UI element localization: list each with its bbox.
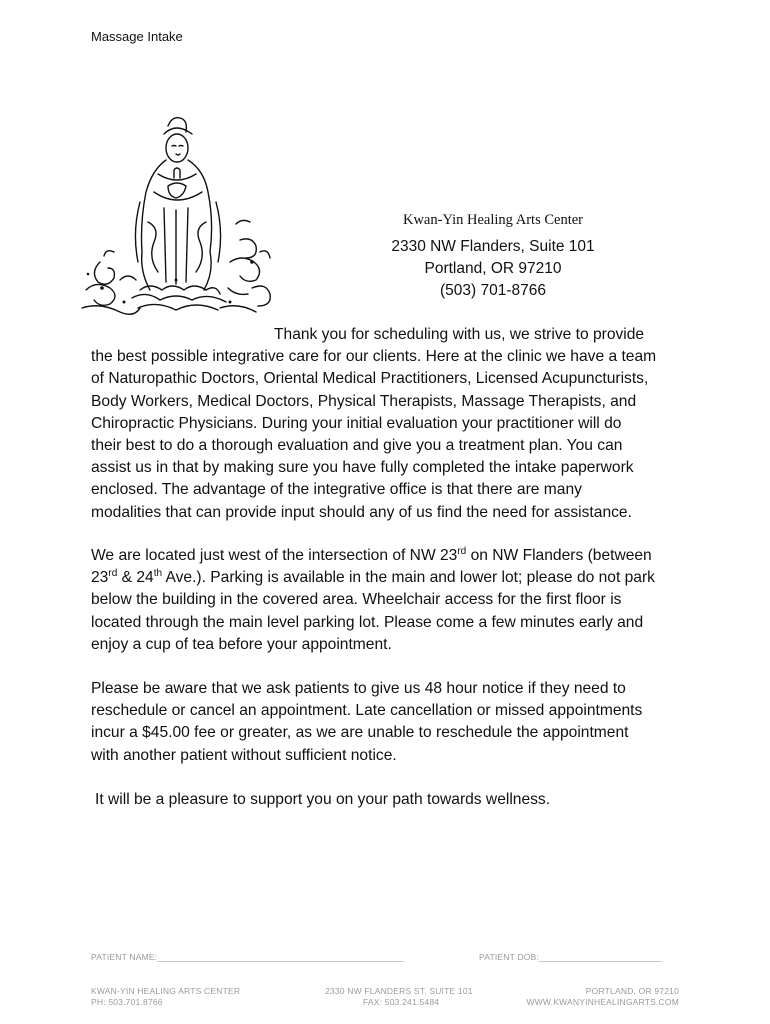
paragraph-line: of Naturopathic Doctors, Oriental Medical Practitioners, Licensed Acupuncturists, [91, 370, 649, 388]
paragraph-line: enclosed. The advantage of the integrative office is that there are many [91, 481, 582, 499]
footer-city: PORTLAND, OR 97210 [585, 986, 679, 996]
clinic-name: Kwan-Yin Healing Arts Center [402, 212, 583, 228]
paragraph-line: Thank you for scheduling with us, we strive to provide [274, 326, 645, 343]
kwan-yin-figure-illustration [80, 112, 275, 324]
closing-paragraph [95, 789, 695, 811]
paragraph-line: Body Workers, Medical Doctors, Physical Therapists, Massage Therapists, and [91, 392, 637, 410]
paragraph-line: below the building in the covered area. Wheelchair access for the first floor is [91, 591, 622, 609]
paragraph-line: assist us in that by making sure you have fully completed the intake paperwork [91, 459, 634, 477]
paragraph-line: with another patient without sufficient notice. [91, 746, 397, 764]
paragraph-line: located through the main level parking lot. Please come a few minutes early and [91, 613, 644, 631]
clinic-address-street: 2330 NW Flanders, Suite 101 [391, 238, 595, 255]
patient-name-field[interactable]: PATIENT NAME:__________________________________________________ [91, 952, 404, 962]
footer-website[interactable]: WWW.KWANYINHEALINGARTS.COM [526, 997, 679, 1007]
paragraph-line: their best to do a thorough evaluation and give you a treatment plan. You can [91, 437, 623, 455]
welcome-paragraph [91, 324, 691, 524]
paragraph-line: incur a $45.00 fee or greater, as we are unable to reschedule the appointment [91, 724, 629, 742]
cancellation-policy-paragraph [91, 678, 691, 767]
clinic-address-city: Portland, OR 97210 [424, 260, 562, 277]
paragraph-line: Please be aware that we ask patients to give us 48 hour notice if they need to [91, 680, 626, 697]
footer-fax: FAX: 503.241.5484 [363, 997, 440, 1007]
footer-center-name: KWAN-YIN HEALING ARTS CENTER [91, 986, 241, 996]
paragraph-line: 23rd & 24th Ave.). Parking is available in the main and lower lot; please do not park [91, 568, 655, 587]
paragraph-line: reschedule or cancel an appointment. Late cancellation or missed appointments [91, 702, 643, 720]
paragraph-line: enjoy a cup of tea before your appointment. [91, 635, 392, 653]
paragraph-line: modalities that can provide input should any of us find the need for assistance. [91, 503, 632, 521]
footer-phone: PH: 503.701.8766 [91, 997, 163, 1007]
paragraph-line: It will be a pleasure to support you on your path towards wellness. [95, 791, 551, 808]
location-paragraph [91, 545, 691, 656]
patient-dob-field[interactable]: PATIENT DOB:_________________________ [479, 952, 663, 962]
paragraph-line: the best possible integrative care for our clients. Here at the clinic we have a team [91, 348, 657, 366]
document-header-label: Massage Intake [91, 29, 183, 44]
footer-street: 2330 NW FLANDERS ST. SUITE 101 [325, 986, 473, 996]
clinic-phone: (503) 701-8766 [440, 282, 546, 299]
paragraph-line: Chiropractic Physicians. During your initial evaluation your practitioner will do [91, 414, 622, 432]
paragraph-line: We are located just west of the intersection of NW 23rd on NW Flanders (between [91, 545, 652, 564]
